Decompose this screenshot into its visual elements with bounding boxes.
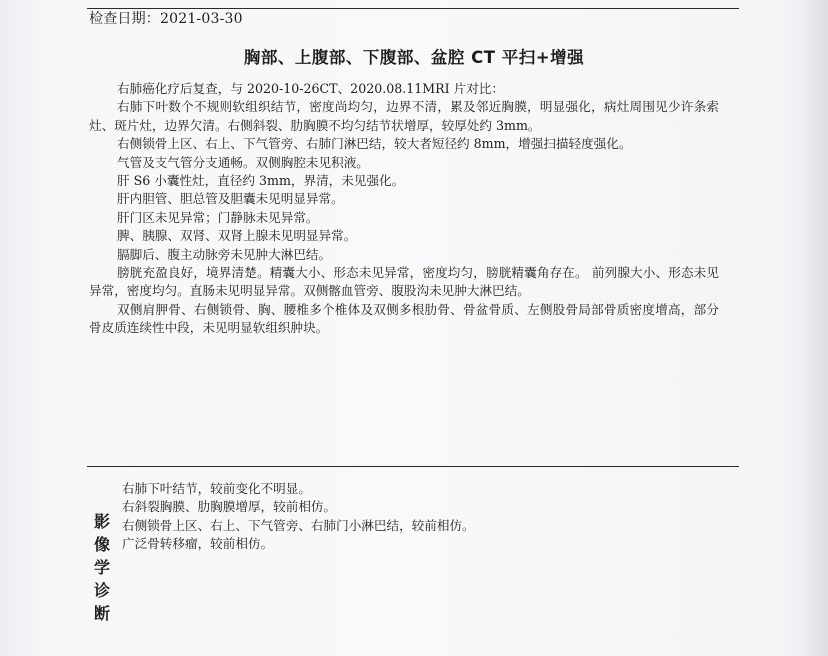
findings-paragraph: 膈脚后、腹主动脉旁未见肿大淋巴结。 xyxy=(117,246,332,262)
findings-paragraph: 右肺癌化疗后复查，与 2020-10-26CT、2020.08.11MRI 片对比： xyxy=(117,81,505,96)
impression-label-char: 学 xyxy=(93,558,110,577)
impression-divider xyxy=(87,466,739,467)
impression-line: 右肺下叶结节，较前变化不明显。 xyxy=(122,481,311,496)
findings-paragraph: 脾、胰腺、双肾、双肾上腺未见明显异常。 xyxy=(117,228,357,244)
impression-label-char: 影 xyxy=(93,512,110,531)
findings-paragraph: 肝门区未见异常；门静脉未见异常。 xyxy=(117,209,319,225)
impression-label-char: 断 xyxy=(93,604,110,623)
impression-section xyxy=(122,480,722,554)
findings-paragraph: 双侧肩胛骨、右侧锁骨、胸、腰椎多个椎体及双侧多根肋骨、骨盆骨质、左侧股骨局部骨质密度增高，部分骨皮质连续性中段，未见明显软组织肿块。 xyxy=(89,301,719,336)
report-title: 胸部、上腹部、下腹部、盆腔 CT 平扫+增强 xyxy=(243,48,585,67)
impression-line: 广泛骨转移瘤，较前相仿。 xyxy=(122,536,274,552)
impression-label-char: 诊 xyxy=(93,581,110,600)
findings-paragraph: 右肺下叶数个不规则软组织结节，密度尚均匀，边界不清，累及邻近胸膜，明显强化，病灶周围见少许条索灶、斑片灶，边界欠清。右侧斜裂、肋胸膜不均匀结节状增厚，较厚处约 3mm。 xyxy=(89,99,719,133)
impression-label-char: 像 xyxy=(93,535,110,554)
exam-date: 检查日期：2021-03-30 xyxy=(89,11,243,27)
findings-paragraph: 膀胱充盈良好，境界清楚。精囊大小、形态未见异常，密度均匀，膀胱精囊角存在。 前列腺大小、形态未见异常，密度均匀。直肠未见明显异常。双侧髂血管旁、腹股沟未见肿大淋巴结。 xyxy=(89,265,719,299)
findings-paragraph: 右侧锁骨上区、右上、下气管旁、右肺门淋巴结，较大者短径约 8mm，增强扫描轻度强化。 xyxy=(117,136,632,152)
findings-paragraph: 肝内胆管、胆总管及胆囊未见明显异常。 xyxy=(117,191,344,207)
impression-line: 右斜裂胸膜、肋胸膜增厚，较前相仿。 xyxy=(122,499,337,515)
top-divider xyxy=(87,8,739,9)
findings-paragraph: 肝 S6 小囊性灶，直径约 3mm，界清，未见强化。 xyxy=(117,173,405,189)
page-edge-shadow xyxy=(804,0,828,656)
impression-label xyxy=(90,510,114,625)
findings-paragraph: 气管及支气管分支通畅。双侧胸腔未见积液。 xyxy=(117,154,369,170)
findings-section xyxy=(89,80,719,338)
impression-line: 右侧锁骨上区、右上、下气管旁、右肺门小淋巴结，较前相仿。 xyxy=(122,517,475,533)
